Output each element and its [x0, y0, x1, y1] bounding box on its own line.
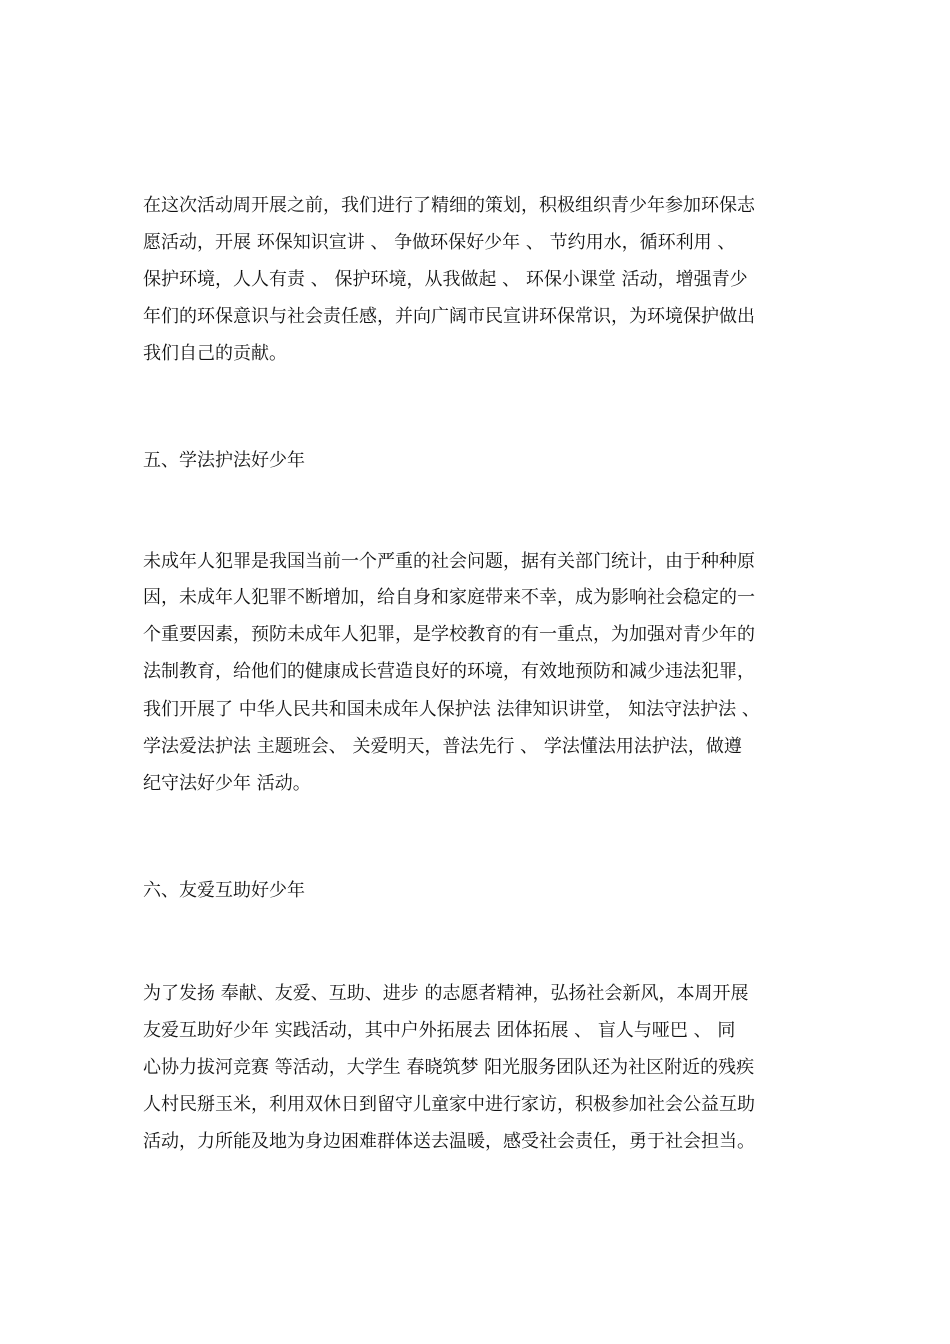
- paragraph-line: 心协力拔河竞赛 等活动，大学生 春晓筑梦 阳光服务团队还为社区附近的残疾: [143, 1057, 755, 1078]
- paragraph-line: 为了发扬 奉献、友爱、互助、进步 的志愿者精神，弘扬社会新风，本周开展: [143, 983, 749, 1004]
- paragraph-line: 年们的环保意识与社会责任感，并向广阔市民宣讲环保常识，为环境保护做出: [143, 306, 755, 327]
- paragraph-line: 我们开展了 中华人民共和国未成年人保护法 法律知识讲堂， 知法守法护法 、: [143, 699, 760, 720]
- paragraph-line: 愿活动，开展 环保知识宣讲 、 争做环保好少年 、 节约用水，循环利用 、: [143, 232, 736, 253]
- paragraph-line: 人村民掰玉米，利用双休日到留守儿童家中进行家访，积极参加社会公益互助: [143, 1094, 755, 1115]
- paragraph-line: 未成年人犯罪是我国当前一个严重的社会问题，据有关部门统计，由于种种原: [143, 551, 755, 572]
- paragraph-line: 因，未成年人犯罪不断增加，给自身和家庭带来不幸，成为影响社会稳定的一: [143, 587, 755, 608]
- section-heading: 六、友爱互助好少年: [143, 880, 305, 901]
- paragraph-line: 个重要因素，预防未成年人犯罪，是学校教育的有一重点，为加强对青少年的: [143, 624, 755, 645]
- paragraph-line: 友爱互助好少年 实践活动，其中户外拓展去 团体拓展 、 盲人与哑巴 、 同: [143, 1020, 736, 1041]
- paragraph-line: 法制教育，给他们的健康成长营造良好的环境，有效地预防和减少违法犯罪，: [143, 661, 755, 682]
- paragraph-line: 保护环境，人人有责 、 保护环境，从我做起 、 环保小课堂 活动，增强青少: [143, 269, 748, 290]
- paragraph-line: 纪守法好少年 活动。: [143, 773, 311, 794]
- paragraph-line: 活动，力所能及地为身边困难群体送去温暖，感受社会责任，勇于社会担当。: [143, 1131, 755, 1152]
- paragraph-line: 在这次活动周开展之前，我们进行了精细的策划，积极组织青少年参加环保志: [143, 195, 755, 216]
- section-heading: 五、学法护法好少年: [143, 450, 305, 471]
- paragraph-line: 我们自己的贡献。: [143, 343, 287, 364]
- paragraph-line: 学法爱法护法 主题班会、 关爱明天，普法先行 、 学法懂法用法护法，做遵: [143, 736, 742, 757]
